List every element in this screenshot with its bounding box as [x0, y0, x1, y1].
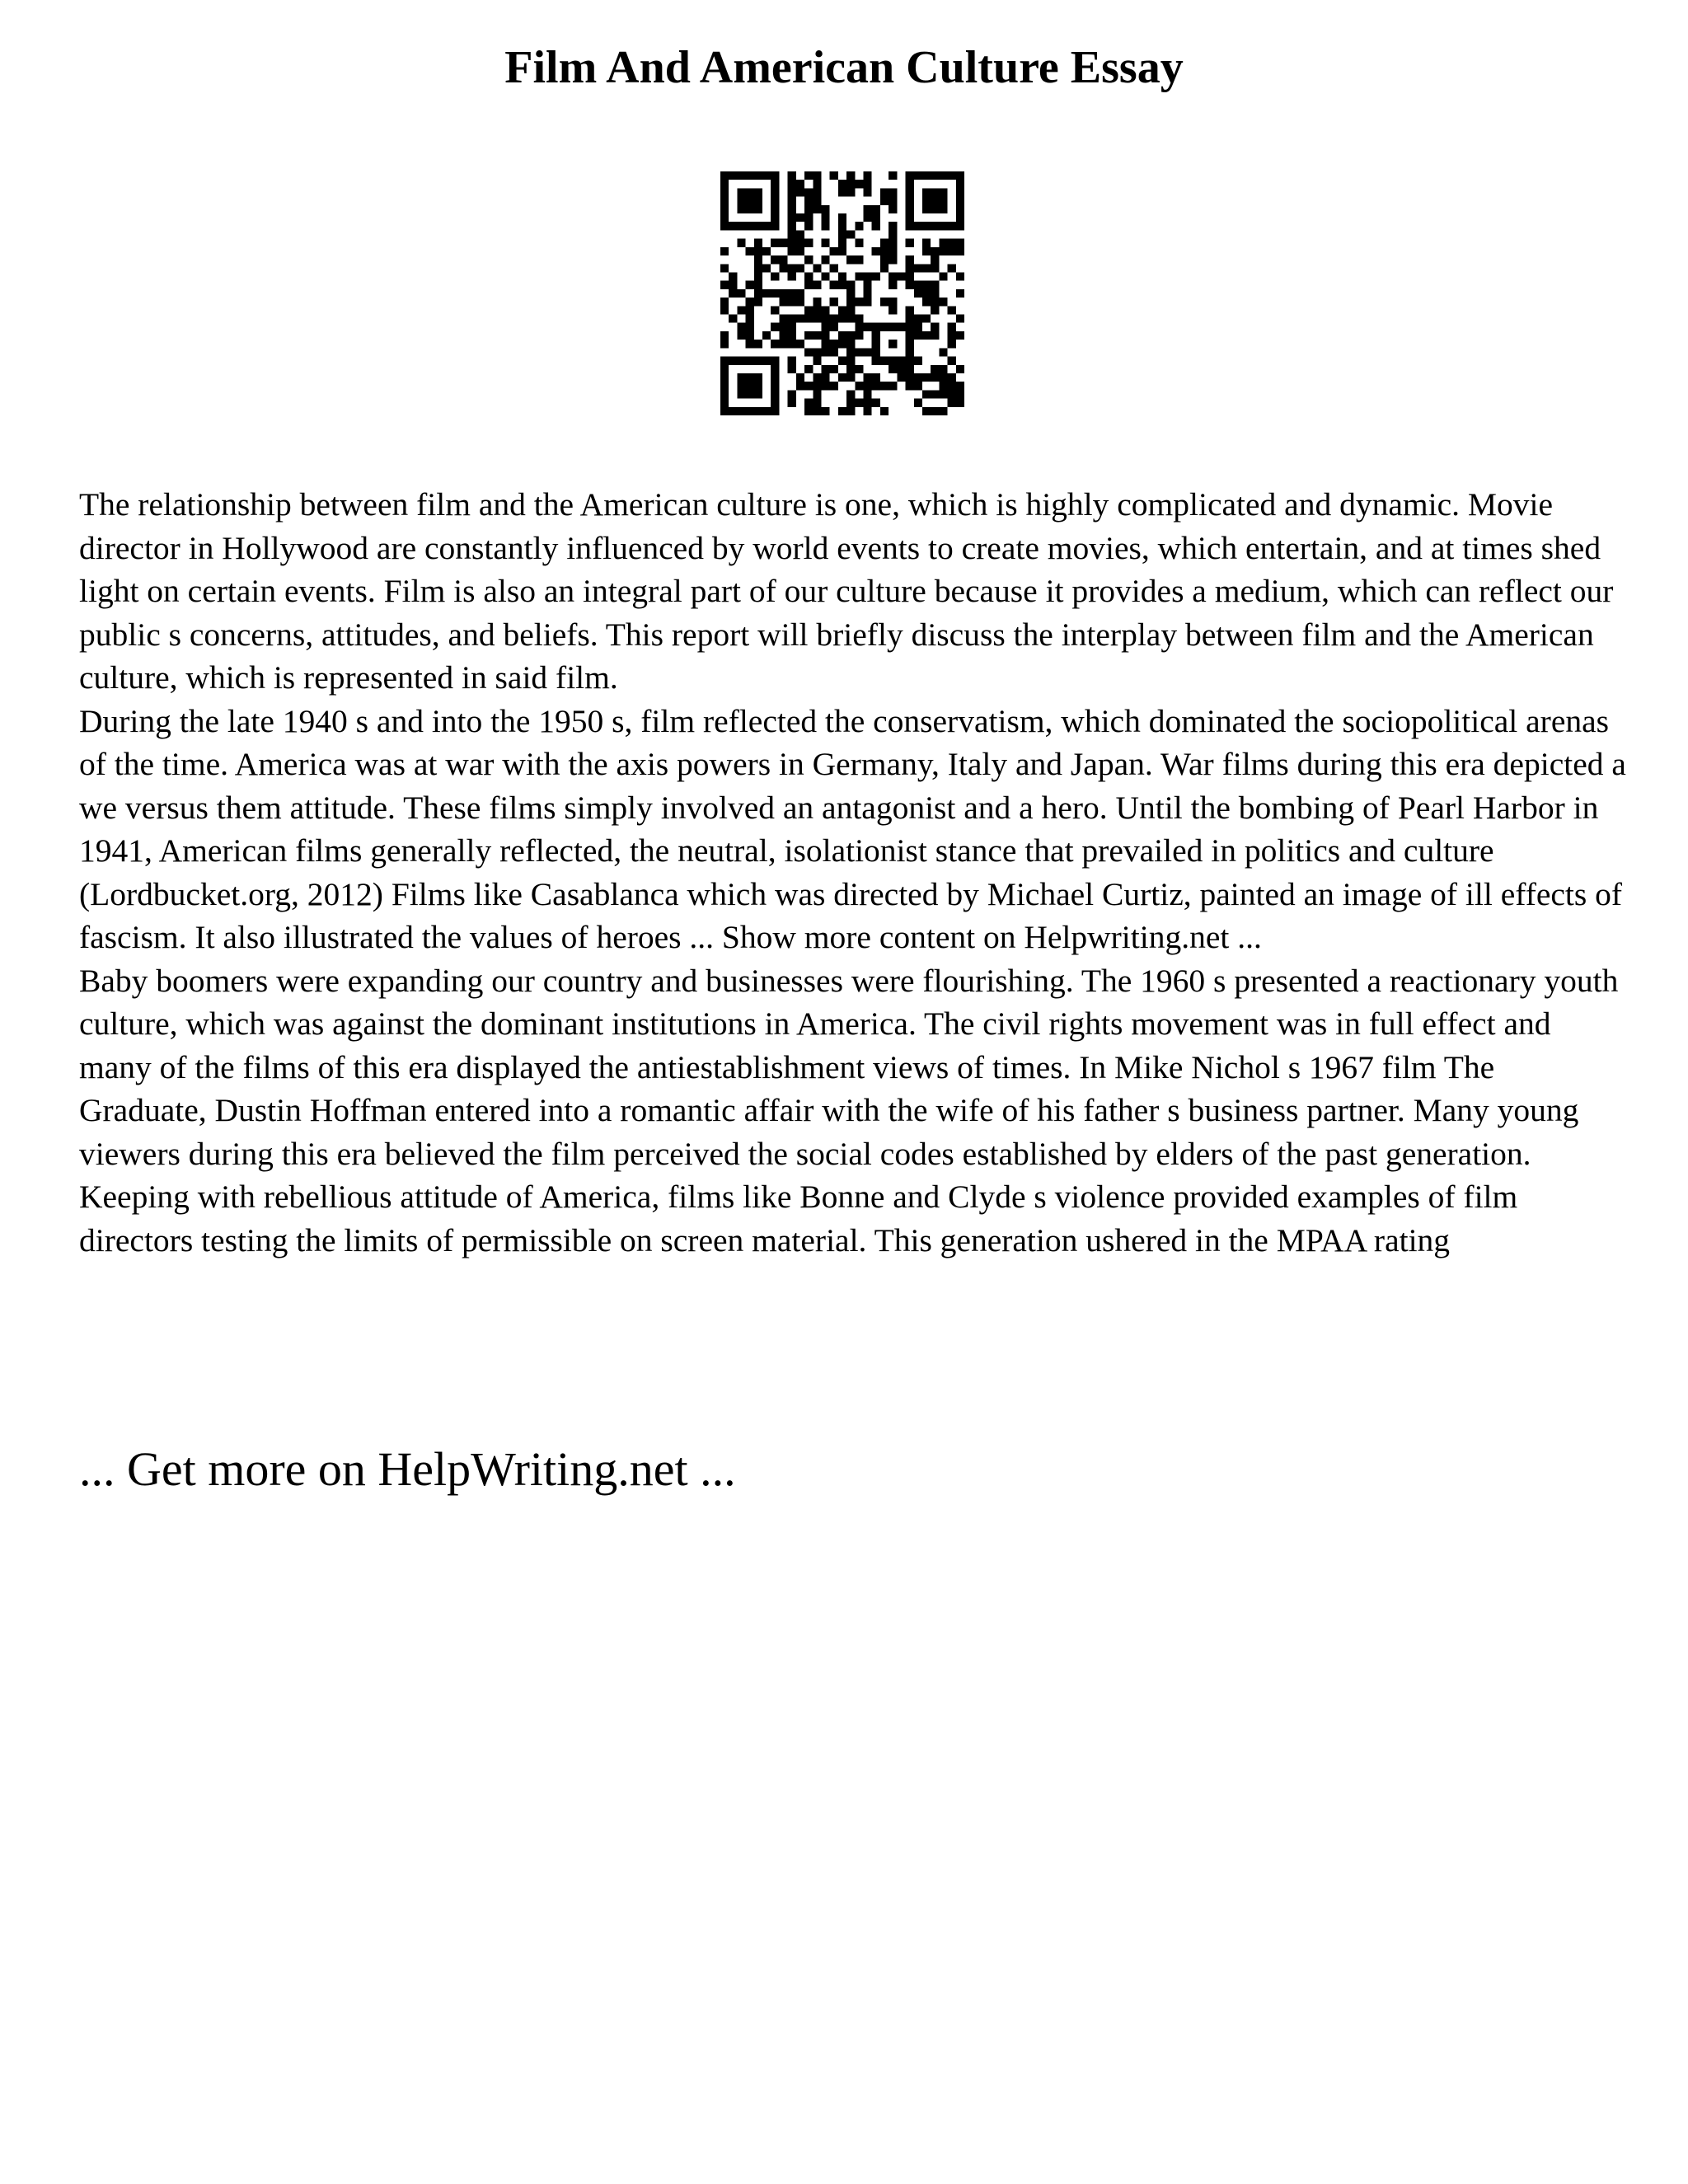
essay-paragraph-3: Baby boomers were expanding our country and businesses were flourishing. The 1960 s presented a reactionary youth culture, which was against the dominant institutions in America. The civil rights movement was in full effect and many of the films of this era displayed the antiestablishment views of times. In Mike Nichol s 1967 film The Graduate, Dustin Hoffman entered into a romantic affair with the wife of his father s business partner. Many young viewers during this era believed the film perceived the social codes established by elders of the past generation. Keeping with rebellious attitude of America, films like Bonne and Clyde s violence provided examples of film directors testing the limits of permissible on screen material. This generation ushered in the MPAA rating [79, 962, 1619, 1258]
essay-paragraph-2: During the late 1940 s and into the 1950 s, film reflected the conservatism, which dominated the sociopolitical arenas of the time. America was at war with the axis powers in Germany, Italy and Japan. War films during this era depicted a we versus them attitude. These films simply involved an antagonist and a hero. Until the bombing of Pearl Harbor in 1941, American films generally reflected, the neutral, isolationist stance that prevailed in politics and culture (Lordbucket.org, 2012) Films like Casablanca which was directed by Michael Curtiz, painted an image of ill effects of fascism. It also illustrated the values of heroes ... Show more content on Helpwriting.net ... [79, 702, 1626, 955]
page-title: Film And American Culture Essay [504, 42, 1184, 93]
essay-paragraph-1: The relationship between film and the American culture is one, which is highly complicated and dynamic. Movie director in Hollywood are constantly influenced by world events to create movies, which entertain, and at times shed light on certain events. Film is also an integral part of our culture because it provides a medium, which can reflect our public s concerns, attitudes, and beliefs. This report will briefly discuss the interplay between film and the American culture, which is represented in said film. [79, 486, 1614, 696]
essay-body [79, 483, 1629, 1262]
qr-code-icon [720, 171, 964, 415]
get-more-link[interactable]: ... Get more on HelpWriting.net ... [79, 1442, 736, 1496]
